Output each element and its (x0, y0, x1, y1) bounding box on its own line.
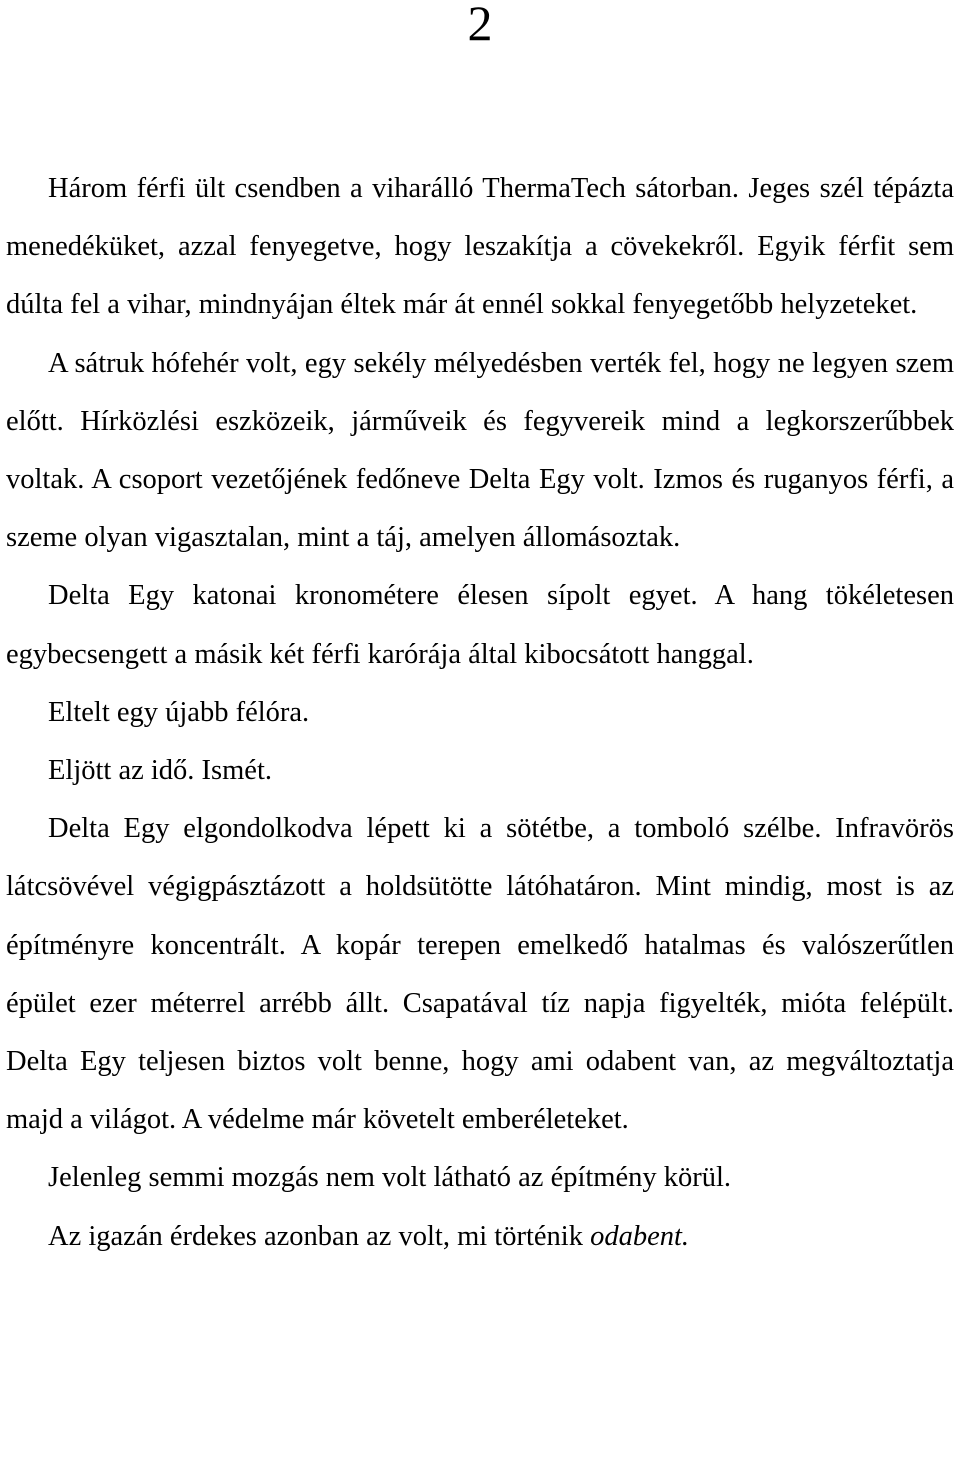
paragraph-5: Eljött az idő. Ismét. (48, 755, 272, 787)
page-number: 2 (467, 0, 493, 51)
paragraph-2: A sátruk hófehér volt, egy sekély mélyedésben verték fel, hogy ne legyen szem előtt. Hírközlési eszközeik, járműveik és fegyvereik mind a legkorszerűbbek voltak. A csoport vezetőjének fedőneve Delta Egy volt. Izmos és ruganyos férfi, a szeme olyan vigasztalan, mint a táj, amelyen állomásoztak. (6, 347, 954, 554)
paragraph-3: Delta Egy katonai kronométere élesen sípolt egyet. A hang tökéletesen egybecsengett a másik két férfi karórája által kibocsátott hanggal. (6, 580, 954, 670)
paragraph-8-italic: odabent. (590, 1220, 690, 1252)
body-text (6, 160, 954, 1266)
paragraph-7: Jelenleg semmi mozgás nem volt látható az építmény körül. (48, 1162, 732, 1194)
paragraph-1: Három férfi ült csendben a viharálló ThermaTech sátorban. Jeges szél tépázta menedéküket, azzal fenyegetve, hogy leszakítja a cövekekről. Egyik férfit sem dúlta fel a vihar, mindnyájan éltek már át ennél sokkal fenyegetőbb helyzeteket. (6, 173, 954, 321)
paragraph-4: Eltelt egy újabb félóra. (48, 696, 310, 728)
paragraph-6: Delta Egy elgondolkodva lépett ki a sötétbe, a tomboló szélbe. Infravörös látcsövével végigpásztázott a holdsütötte látóhatáron. Mint mindig, most is az építményre koncentrált. A kopár terepen emelkedő hatalmas és valószerűtlen épület ezer méterrel arrébb állt. Csapatával tíz napja figyelték, mióta felépült. Delta Egy teljesen biztos volt benne, hogy ami odabent van, az megváltoztatja majd a világot. A védelme már követelt emberéleteket. (6, 813, 954, 1136)
paragraph-8-text: Az igazán érdekes azonban az volt, mi történik (48, 1220, 591, 1252)
paragraph-8 (6, 1208, 954, 1266)
